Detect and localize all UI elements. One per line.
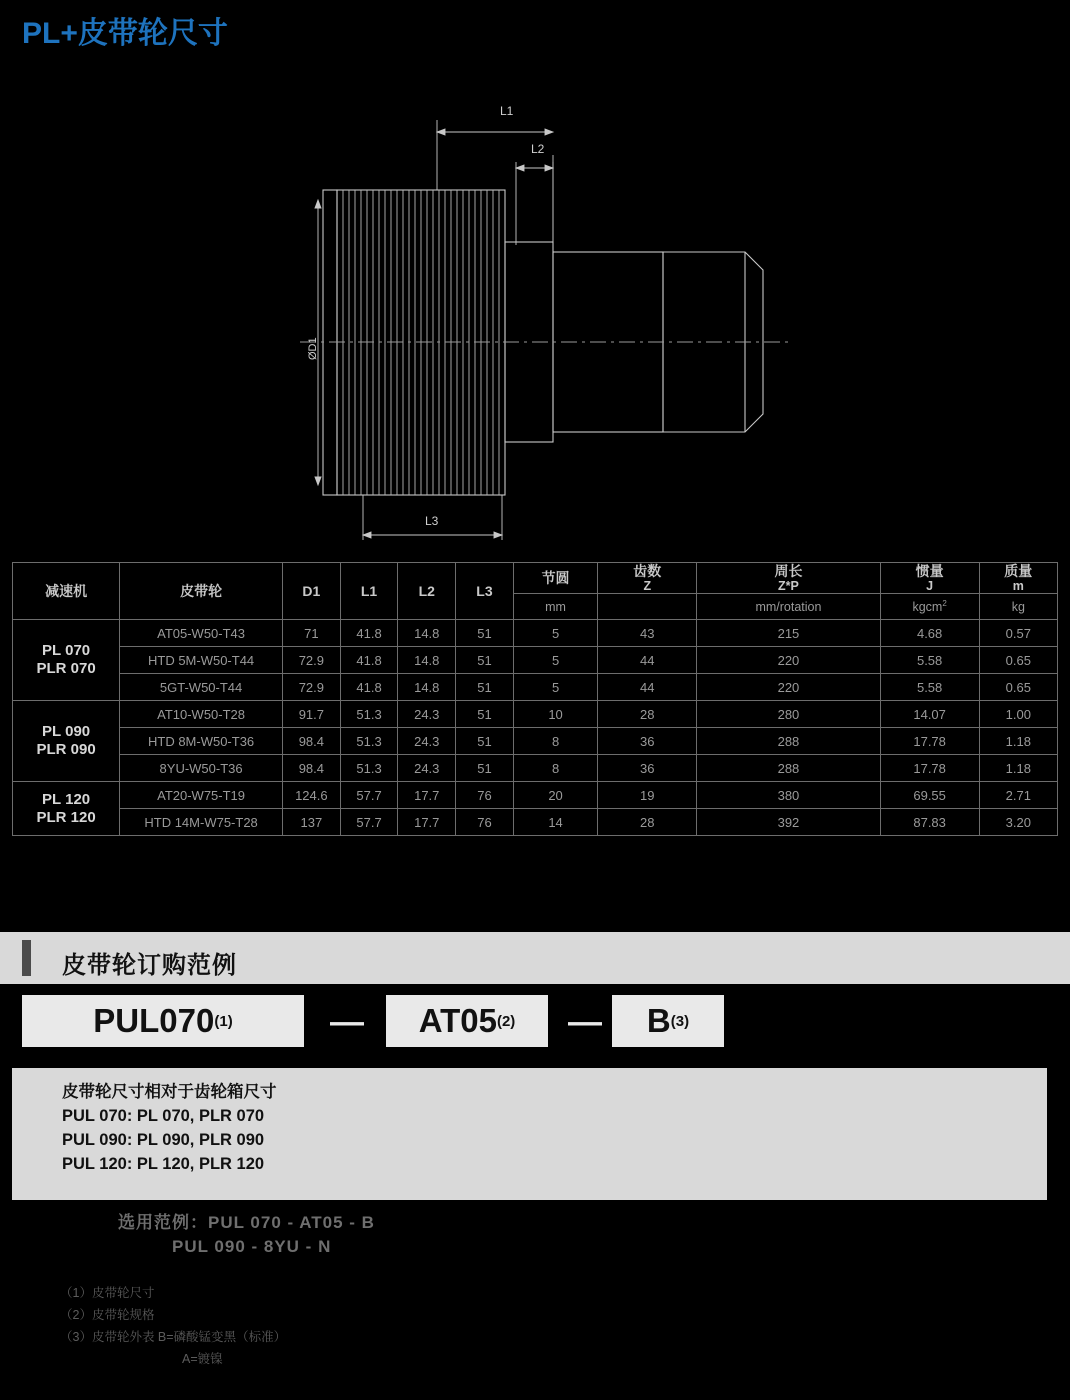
table-row: [13, 782, 1058, 809]
cell-gearbox: PL 090 PLR 090: [13, 701, 120, 782]
page-title: PL+皮带轮尺寸: [22, 17, 228, 50]
usage-line-1: 选用范例：PUL 070 - AT05 - B: [118, 1213, 375, 1232]
cell-value: 51: [456, 647, 514, 674]
cell-value: 57.7: [340, 782, 398, 809]
header-circumference: [697, 563, 880, 594]
cell-value: 51: [456, 620, 514, 647]
cell-value: 5: [513, 647, 598, 674]
cell-value: 24.3: [398, 755, 456, 782]
cell-gearbox: PL 120 PLR 120: [13, 782, 120, 836]
cell-value: 392: [697, 809, 880, 836]
cell-value: 98.4: [283, 728, 341, 755]
cell-value: 220: [697, 647, 880, 674]
order-code-part3-sup: (3): [670, 1012, 690, 1030]
spec-table-container: [12, 562, 1058, 836]
dim-label-d1: ØD1: [307, 337, 319, 360]
cell-pulley: AT05-W50-T43: [120, 620, 283, 647]
header-gearbox: 减速机: [13, 563, 120, 620]
note-line-1: PUL 070: PL 070, PLR 070: [62, 1107, 265, 1125]
cell-value: 4.68: [880, 620, 979, 647]
order-code-part3-text: B: [646, 1002, 671, 1039]
order-note-box: [12, 1068, 1047, 1200]
cell-value: 19: [598, 782, 697, 809]
table-row: [13, 647, 1058, 674]
cell-value: 28: [598, 809, 697, 836]
cell-value: 288: [697, 728, 880, 755]
header-pulley: 皮带轮: [120, 563, 283, 620]
cell-value: 98.4: [283, 755, 341, 782]
cell-pulley: HTD 8M-W50-T36: [120, 728, 283, 755]
cell-value: 87.83: [880, 809, 979, 836]
cell-gearbox: PL 070 PLR 070: [13, 620, 120, 701]
unit-circumference: mm/rotation: [697, 594, 880, 620]
header-l3: L3: [456, 563, 514, 620]
cell-value: 14.8: [398, 674, 456, 701]
note-line-2: PUL 090: PL 090, PLR 090: [62, 1131, 265, 1149]
cell-value: 17.78: [880, 755, 979, 782]
cell-value: 0.57: [979, 620, 1057, 647]
order-code-part2: [386, 995, 548, 1047]
cell-value: 380: [697, 782, 880, 809]
cell-value: 17.78: [880, 728, 979, 755]
header-mass-sub: m: [1012, 579, 1024, 594]
cell-value: 5.58: [880, 647, 979, 674]
footnote-1: （1）皮带轮尺寸: [60, 1286, 155, 1300]
footnote-2: （2）皮带轮规格: [60, 1308, 155, 1322]
cell-value: 8: [513, 728, 598, 755]
order-code-part1-text: PUL070: [93, 1002, 215, 1039]
cell-value: 280: [697, 701, 880, 728]
order-code-row: [0, 995, 1070, 1053]
cell-value: 24.3: [398, 728, 456, 755]
order-code-part1-sup: (1): [214, 1012, 233, 1030]
table-row: [13, 809, 1058, 836]
cell-value: 51.3: [340, 728, 398, 755]
cell-value: 51: [456, 674, 514, 701]
pulley-technical-drawing: [0, 70, 1070, 540]
cell-value: 41.8: [340, 620, 398, 647]
usage-line-2: PUL 090 - 8YU - N: [172, 1237, 332, 1256]
cell-value: 1.18: [979, 728, 1057, 755]
table-row: [13, 674, 1058, 701]
header-l2: L2: [398, 563, 456, 620]
header-d1: D1: [283, 563, 341, 620]
table-row: [13, 701, 1058, 728]
order-code-part3: [612, 995, 724, 1047]
pulley-spec-table: [12, 562, 1058, 836]
cell-pulley: 8YU-W50-T36: [120, 755, 283, 782]
order-code-part2-text: AT05: [418, 1002, 497, 1039]
cell-value: 14.07: [880, 701, 979, 728]
header-mass-main: 质量: [1004, 563, 1033, 579]
cell-value: 8: [513, 755, 598, 782]
cell-value: 51.3: [340, 755, 398, 782]
cell-value: 1.00: [979, 701, 1057, 728]
order-header-accent-bar: [22, 940, 31, 976]
cell-value: 41.8: [340, 647, 398, 674]
cell-value: 2.71: [979, 782, 1057, 809]
footnote-4: A=镀镍: [182, 1352, 223, 1366]
cell-value: 17.7: [398, 809, 456, 836]
cell-value: 41.8: [340, 674, 398, 701]
cell-value: 43: [598, 620, 697, 647]
note-line-0: 皮带轮尺寸相对于齿轮箱尺寸: [62, 1083, 277, 1101]
dim-label-l2: L2: [531, 142, 545, 156]
cell-value: 137: [283, 809, 341, 836]
cell-pulley: HTD 14M-W75-T28: [120, 809, 283, 836]
cell-value: 72.9: [283, 674, 341, 701]
cell-value: 5: [513, 674, 598, 701]
header-pitch: 节圆: [513, 563, 598, 594]
footnotes: [0, 1282, 1070, 1370]
cell-value: 3.20: [979, 809, 1057, 836]
dim-label-l3: L3: [425, 514, 439, 528]
cell-value: 14.8: [398, 647, 456, 674]
cell-value: 72.9: [283, 647, 341, 674]
cell-value: 36: [598, 755, 697, 782]
cell-value: 20: [513, 782, 598, 809]
cell-pulley: 5GT-W50-T44: [120, 674, 283, 701]
header-mass: [979, 563, 1057, 594]
order-code-part2-sup: (2): [496, 1012, 516, 1030]
header-teeth-sub: Z: [643, 579, 652, 594]
cell-value: 288: [697, 755, 880, 782]
cell-pulley: AT20-W75-T19: [120, 782, 283, 809]
header-circ-sub: Z*P: [778, 579, 799, 594]
order-example-header: [0, 932, 1070, 984]
table-row: [13, 620, 1058, 647]
order-code-part1: [22, 995, 304, 1047]
footnote-3: （3）皮带轮外表 B=磷酸锰变黑（标准）: [60, 1330, 287, 1344]
cell-value: 1.18: [979, 755, 1057, 782]
cell-value: 28: [598, 701, 697, 728]
cell-value: 69.55: [880, 782, 979, 809]
table-row: [13, 755, 1058, 782]
cell-value: 24.3: [398, 701, 456, 728]
header-inertia-main: 惯量: [915, 563, 944, 579]
unit-inertia: kgcm$^2$: [880, 594, 979, 620]
note-line-3: PUL 120: PL 120, PLR 120: [62, 1155, 265, 1173]
cell-value: 5: [513, 620, 598, 647]
cell-value: 44: [598, 647, 697, 674]
unit-pitch: mm: [513, 594, 598, 620]
table-header-row-main: [13, 563, 1058, 594]
cell-value: 44: [598, 674, 697, 701]
cell-value: 215: [697, 620, 880, 647]
cell-pulley: HTD 5M-W50-T44: [120, 647, 283, 674]
cell-value: 124.6: [283, 782, 341, 809]
header-inertia: [880, 563, 979, 594]
usage-example: [0, 1208, 1070, 1257]
header-circ-main: 周长: [774, 563, 803, 579]
unit-mass: kg: [979, 594, 1057, 620]
header-inertia-sub: J: [926, 579, 934, 594]
cell-value: 51: [456, 701, 514, 728]
cell-value: 71: [283, 620, 341, 647]
cell-value: 5.58: [880, 674, 979, 701]
header-teeth-main: 齿数: [633, 563, 662, 579]
cell-value: 57.7: [340, 809, 398, 836]
table-row: [13, 728, 1058, 755]
cell-value: 14: [513, 809, 598, 836]
header-l1: L1: [340, 563, 398, 620]
unit-teeth: [598, 594, 697, 620]
order-dash-1: —: [330, 1003, 364, 1041]
cell-value: 51.3: [340, 701, 398, 728]
cell-value: 91.7: [283, 701, 341, 728]
cell-value: 0.65: [979, 647, 1057, 674]
header-teeth: [598, 563, 697, 594]
order-dash-2: —: [568, 1003, 602, 1041]
cell-value: 76: [456, 782, 514, 809]
cell-value: 220: [697, 674, 880, 701]
cell-value: 0.65: [979, 674, 1057, 701]
cell-value: 51: [456, 728, 514, 755]
cell-value: 10: [513, 701, 598, 728]
cell-value: 17.7: [398, 782, 456, 809]
cell-value: 76: [456, 809, 514, 836]
cell-pulley: AT10-W50-T28: [120, 701, 283, 728]
cell-value: 14.8: [398, 620, 456, 647]
dim-label-l1: L1: [500, 104, 514, 118]
cell-value: 36: [598, 728, 697, 755]
order-example-title: 皮带轮订购范例: [62, 952, 237, 979]
cell-value: 51: [456, 755, 514, 782]
